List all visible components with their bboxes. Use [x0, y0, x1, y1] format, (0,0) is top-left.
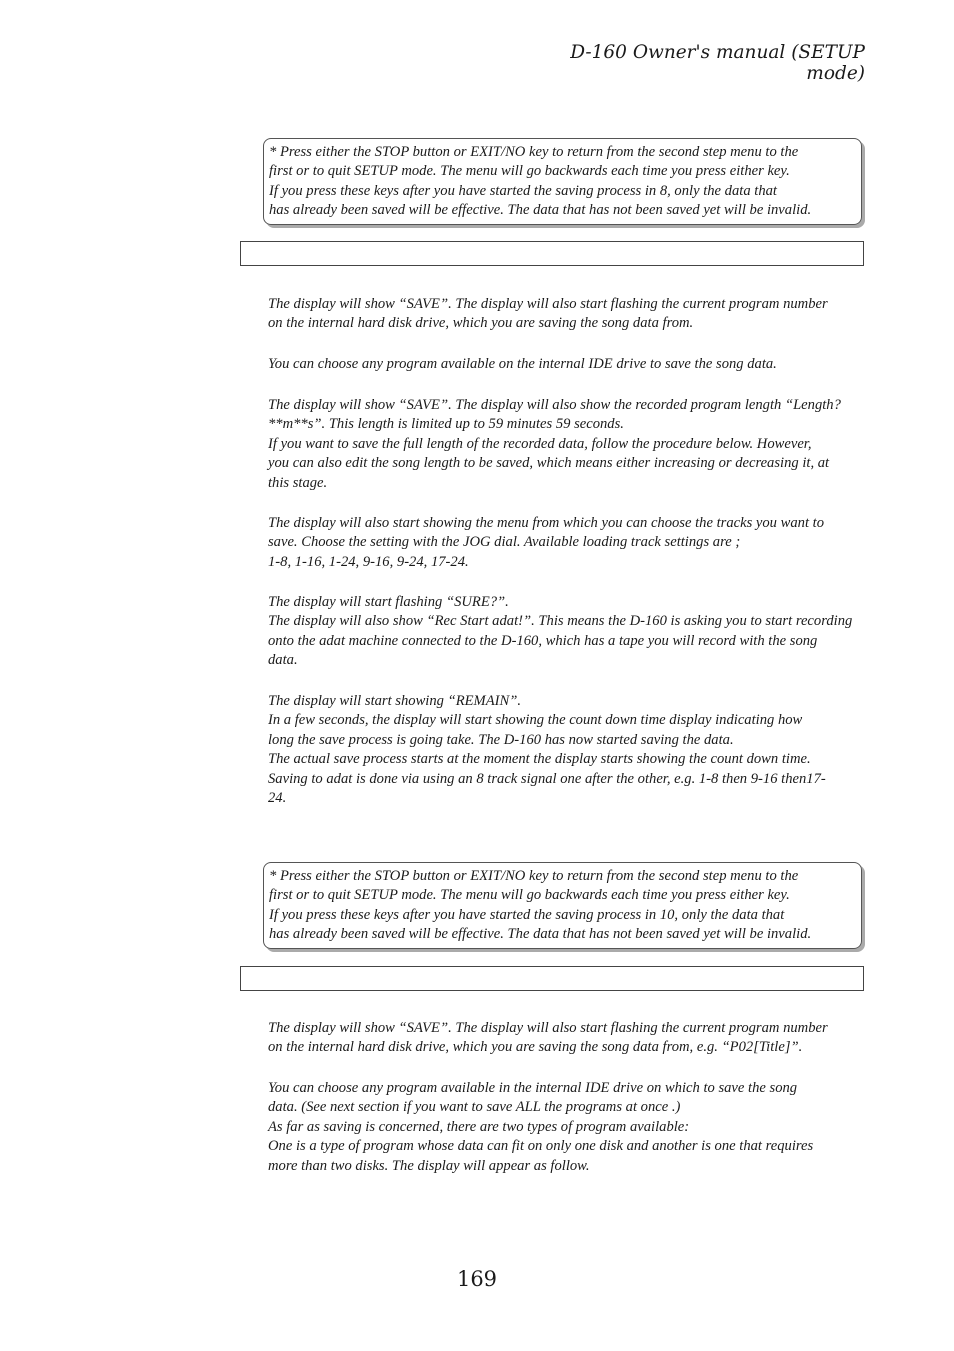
text-line: The actual save process starts at the moment the display starts showing the count down time.	[268, 751, 811, 768]
text-line: this stage.	[268, 474, 328, 491]
paragraph	[268, 514, 866, 572]
text-line: The display will show “SAVE”. The display will also show the recorded program length “Length?	[268, 397, 841, 413]
text-line: more than two disks. The display will appear as follow.	[268, 1157, 590, 1174]
text-line: Saving to adat is done via using an 8 track signal one after the other, e.g. 1-8 then 9-16 then17-	[268, 770, 826, 787]
text-line: data.	[268, 652, 298, 669]
text-line: **m**s”. This length is limited up to 59 minutes 59 seconds.	[268, 416, 624, 433]
note-line: If you press these keys after you have started the saving process in 10, only the data that	[269, 906, 785, 923]
text-line: you can also edit the song length to be saved, which means either increasing or decreasing it, at	[268, 455, 830, 472]
section-title-box	[240, 966, 864, 991]
text-line: You can choose any program available in the internal IDE drive on which to save the song	[268, 1080, 798, 1096]
note-line: first or to quit SETUP mode. The menu will go backwards each time you press either key.	[269, 163, 790, 180]
text-line: The display will also start showing the menu from which you can choose the tracks you want to	[268, 515, 825, 531]
note-box	[263, 138, 862, 225]
text-line: The display will show “SAVE”. The display will also start flashing the current program number	[268, 296, 828, 312]
paragraph	[268, 295, 866, 334]
text-line: You can choose any program available on the internal IDE drive to save the song data.	[268, 356, 777, 372]
note-line: first or to quit SETUP mode. The menu will go backwards each time you press either key.	[269, 887, 790, 904]
text-line: onto the adat machine connected to the D-160, which has a tape you will record with the song	[268, 632, 818, 649]
text-line: The display will also show “Rec Start adat!”. This means the D-160 is asking you to start recording	[268, 613, 853, 630]
text-line: long the save process is going take. The D-160 has now started saving the data.	[268, 731, 734, 748]
paragraph	[268, 355, 866, 374]
text-line: One is a type of program whose data can fit on only one disk and another is one that requires	[268, 1138, 814, 1155]
paragraph	[268, 396, 866, 493]
page-number: 169	[456, 1267, 498, 1291]
text-line: The display will start flashing “SURE?”.	[268, 594, 509, 610]
text-line: save. Choose the setting with the JOG dial. Available loading track settings are ;	[268, 534, 741, 551]
note-line: has already been saved will be effective. The data that has not been saved yet will be invalid.	[269, 202, 812, 219]
text-line: The display will start showing “REMAIN”.	[268, 693, 521, 709]
note-line: If you press these keys after you have started the saving process in 8, only the data that	[269, 182, 777, 199]
text-line: As far as saving is concerned, there are two types of program available:	[268, 1118, 690, 1135]
text-line: If you want to save the full length of the recorded data, follow the procedure below. However,	[268, 435, 812, 452]
text-line: data. (See next section if you want to save ALL the programs at once .)	[268, 1099, 681, 1116]
paragraph	[268, 593, 866, 671]
paragraph	[268, 1019, 866, 1058]
section-title-box	[240, 241, 864, 266]
text-line: In a few seconds, the display will start showing the count down time display indicating how	[268, 712, 803, 729]
paragraph	[268, 1079, 866, 1176]
note-line: * Press either the STOP button or EXIT/NO key to return from the second step menu to the	[269, 868, 799, 884]
paragraph	[268, 692, 866, 808]
text-line: The display will show “SAVE”. The display will also start flashing the current program number	[268, 1020, 828, 1036]
text-line: 1-8, 1-16, 1-24, 9-16, 9-24, 17-24.	[268, 553, 469, 570]
text-line: 24.	[268, 790, 287, 807]
text-line: on the internal hard disk drive, which you are saving the song data from, e.g. “P02[Title]”.	[268, 1039, 803, 1056]
note-box	[263, 862, 862, 949]
note-line: has already been saved will be effective. The data that has not been saved yet will be invalid.	[269, 926, 812, 943]
text-line: on the internal hard disk drive, which you are saving the song data from.	[268, 315, 694, 332]
running-header: D-160 Owner's manual (SETUP mode)	[570, 42, 865, 84]
note-line: * Press either the STOP button or EXIT/NO key to return from the second step menu to the	[269, 144, 799, 160]
